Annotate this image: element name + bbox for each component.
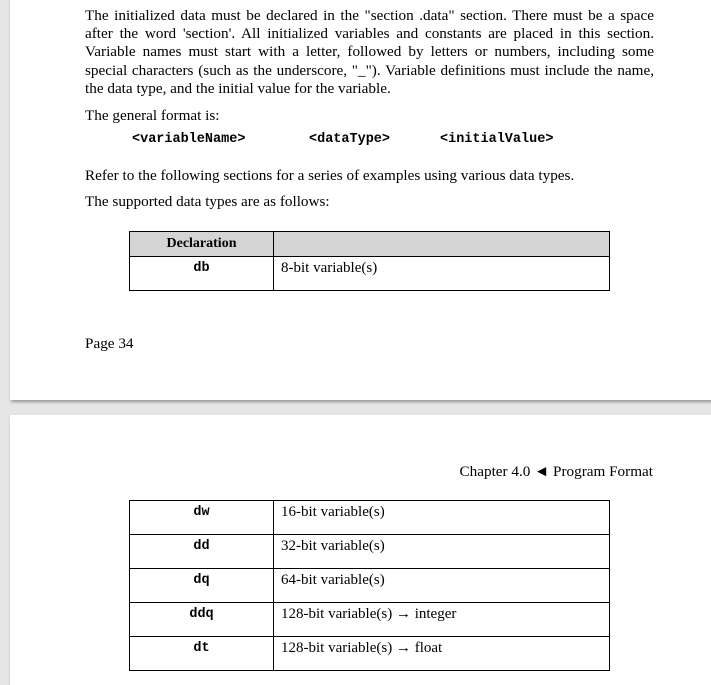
table-row (130, 257, 610, 291)
table-header-description (274, 232, 610, 257)
declaration-cell: dt (130, 637, 274, 671)
table-header-row (130, 232, 610, 257)
document-page-35 (10, 415, 711, 685)
data-types-table-continued (129, 500, 610, 671)
refer-paragraph: Refer to the following sections for a series of examples using various data types. (85, 167, 575, 184)
declaration-cell: ddq (130, 603, 274, 637)
format-initial-value: <initialValue> (440, 132, 554, 147)
table-row (130, 637, 610, 671)
declaration-cell: db (130, 257, 274, 291)
description-cell: 128-bit variable(s) → float (274, 637, 610, 671)
table-row (130, 535, 610, 569)
description-cell: 16-bit variable(s) (274, 501, 610, 535)
description-cell: 8-bit variable(s) (274, 257, 610, 291)
general-format-label: The general format is: (85, 107, 220, 124)
data-types-table (129, 231, 610, 291)
description-cell: 128-bit variable(s) → integer (274, 603, 610, 637)
declaration-cell: dd (130, 535, 274, 569)
table-row (130, 501, 610, 535)
format-variable-name: <variableName> (132, 132, 246, 147)
description-cell: 32-bit variable(s) (274, 535, 610, 569)
page-number: Page 34 (85, 335, 134, 352)
table-row (130, 603, 610, 637)
declaration-cell: dq (130, 569, 274, 603)
table-header-declaration: Declaration (130, 232, 274, 257)
intro-paragraph: The initialized data must be declared in the "section .data" section. There must be a space after the word 'section'. All initialized variables and constants are placed in this section. Variable names must start with a letter, followed by letters or numbers, including some special characters (such as the underscore, "_"). Variable definitions must include the name, the data type, and the initial value for the variable. (85, 7, 654, 97)
document-page-34 (10, 0, 711, 400)
declaration-cell: dw (130, 501, 274, 535)
supported-paragraph: The supported data types are as follows: (85, 193, 330, 210)
description-cell: 64-bit variable(s) (274, 569, 610, 603)
table-row (130, 569, 610, 603)
format-data-type: <dataType> (309, 132, 391, 147)
chapter-header: Chapter 4.0 ◄ Program Format (459, 463, 653, 480)
